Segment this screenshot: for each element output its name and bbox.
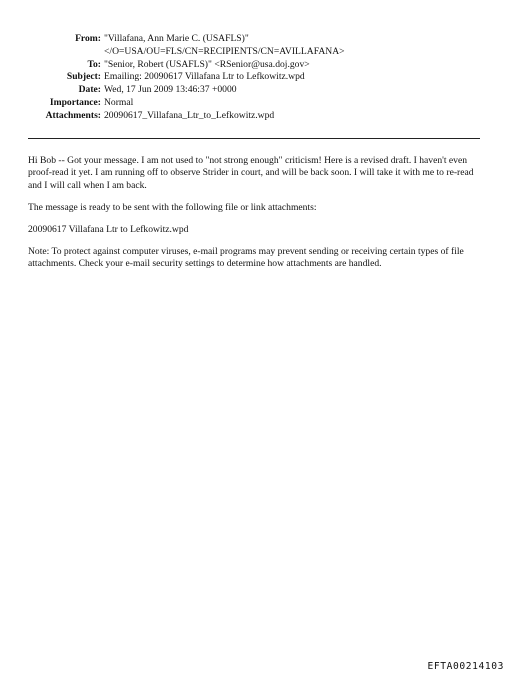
email-body xyxy=(28,155,480,280)
attachments-value: 20090617_Villafana_Ltr_to_Lefkowitz.wpd xyxy=(104,109,275,121)
date-value: Wed, 17 Jun 2009 13:46:37 +0000 xyxy=(104,84,237,96)
importance-label: Importance: xyxy=(49,96,101,108)
body-message-paragraph: Hi Bob -- Got your message. I am not used to "not strong enough" criticism! Here is a revised draft. I haven't even proof-read it yet. I am running off to observe Strider in court, and will be back soon. I will take it with me to re-read and I will call when I am back. xyxy=(28,155,474,191)
document-id-stamp: EFTA00214103 xyxy=(427,661,504,672)
from-value-address: </O=USA/OU=FLS/CN=RECIPIENTS/CN=AVILLAFANA> xyxy=(104,45,345,57)
from-value xyxy=(101,33,345,59)
body-attachment-notice: The message is ready to be sent with the following file or link attachments: xyxy=(28,201,317,213)
date-row xyxy=(0,84,512,97)
email-header-block xyxy=(0,33,512,123)
subject-value: Emailing: 20090617 Villafana Ltr to Lefkowitz.wpd xyxy=(104,71,305,83)
to-row xyxy=(0,59,512,72)
from-label: From: xyxy=(75,33,101,44)
from-row xyxy=(0,33,512,59)
date-label: Date: xyxy=(78,84,101,96)
body-security-note: Note: To protect against computer viruses, e-mail programs may prevent sending or receiving certain types of file attachments. Check your e-mail security settings to determine how attachments are handled. xyxy=(28,245,464,269)
attachments-row xyxy=(0,110,512,123)
from-value-name: "Villafana, Ann Marie C. (USAFLS)" xyxy=(104,33,249,44)
importance-row xyxy=(0,97,512,110)
attachments-label: Attachments: xyxy=(45,109,101,121)
header-divider xyxy=(28,138,480,139)
subject-label: Subject: xyxy=(66,71,101,83)
subject-row xyxy=(0,71,512,84)
body-attachment-filename: 20090617 Villafana Ltr to Lefkowitz.wpd xyxy=(28,223,189,235)
to-value: "Senior, Robert (USAFLS)" <RSenior@usa.doj.gov> xyxy=(104,58,310,70)
to-label: To: xyxy=(87,58,101,70)
importance-value: Normal xyxy=(104,96,134,108)
